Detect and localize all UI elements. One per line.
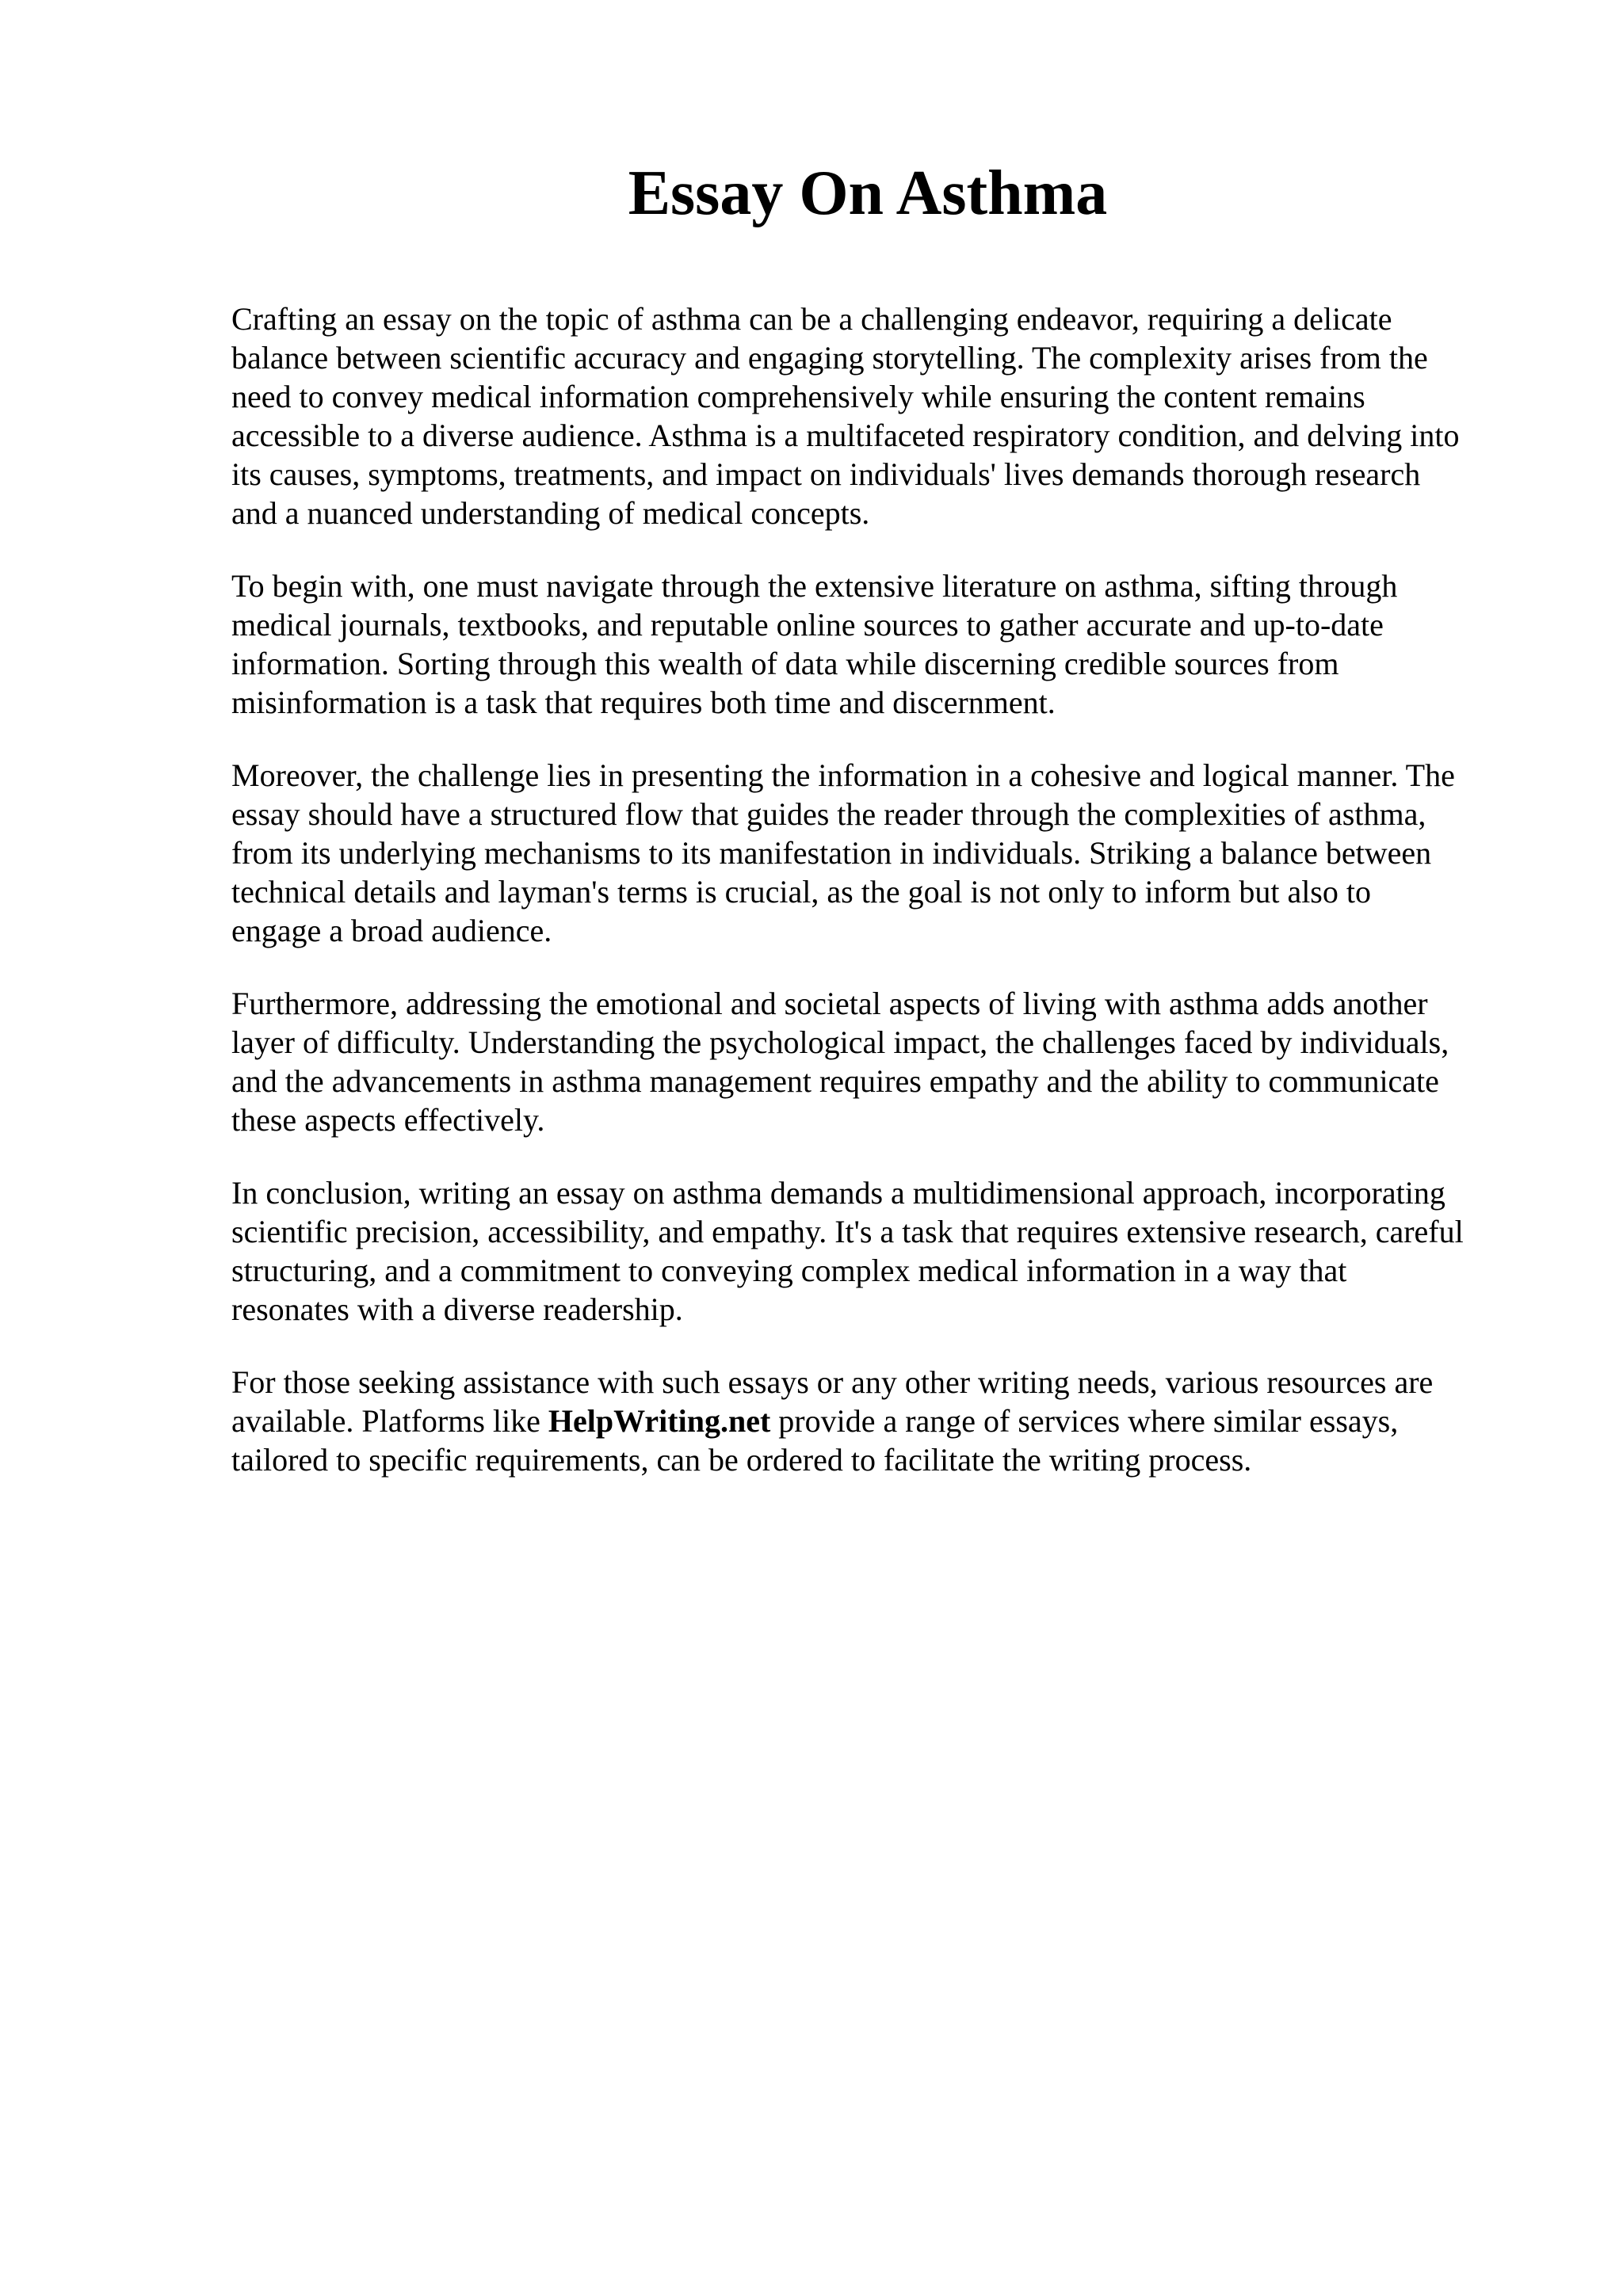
text-segment: provide a range of services where similar essays, — [770, 1403, 1399, 1439]
paragraph-1 — [231, 299, 1531, 532]
paragraph-4 — [231, 984, 1531, 1139]
text-line: Furthermore, addressing the emotional and societal aspects of living with asthma adds another — [231, 986, 1428, 1021]
text-segment: available. Platforms like — [231, 1403, 548, 1439]
essay-body — [231, 299, 1531, 1513]
text-line: layer of difficulty. Understanding the psychological impact, the challenges faced by individuals, — [231, 1024, 1449, 1060]
text-line: Moreover, the challenge lies in presenting the information in a cohesive and logical manner. The — [231, 757, 1455, 793]
text-line: To begin with, one must navigate through the extensive literature on asthma, sifting through — [231, 568, 1398, 604]
text-line: accessible to a diverse audience. Asthma is a multifaceted respiratory condition, and delving into — [231, 418, 1460, 453]
text-line — [231, 1402, 1531, 1440]
text-line: and a nuanced understanding of medical concepts. — [231, 495, 870, 531]
text-line: misinformation is a task that requires both time and discernment. — [231, 685, 1056, 720]
text-line: its causes, symptoms, treatments, and impact on individuals' lives demands thorough research — [231, 456, 1421, 492]
text-line: and the advancements in asthma management requires empathy and the ability to communicate — [231, 1063, 1439, 1099]
text-line: need to convey medical information comprehensively while ensuring the content remains — [231, 379, 1365, 414]
page-title: Essay On Asthma — [628, 158, 1108, 228]
text-line: essay should have a structured flow that guides the reader through the complexities of asthma, — [231, 796, 1426, 832]
text-line: these aspects effectively. — [231, 1102, 545, 1138]
text-line: resonates with a diverse readership. — [231, 1291, 683, 1327]
text-line: medical journals, textbooks, and reputable online sources to gather accurate and up-to-date — [231, 607, 1384, 643]
text-line: For those seeking assistance with such essays or any other writing needs, various resources are — [231, 1364, 1434, 1400]
paragraph-3 — [231, 756, 1531, 950]
paragraph-5 — [231, 1173, 1531, 1329]
text-line: In conclusion, writing an essay on asthma demands a multidimensional approach, incorporating — [231, 1175, 1445, 1211]
text-line: scientific precision, accessibility, and empathy. It's a task that requires extensive research, careful — [231, 1214, 1464, 1249]
helpwriting-link[interactable]: HelpWriting.net — [548, 1403, 771, 1439]
text-line: from its underlying mechanisms to its manifestation in individuals. Striking a balance between — [231, 835, 1432, 871]
text-line: structuring, and a commitment to conveying complex medical information in a way that — [231, 1253, 1347, 1288]
paragraph-6 — [231, 1363, 1531, 1479]
text-line: technical details and layman's terms is crucial, as the goal is not only to inform but also to — [231, 874, 1371, 910]
text-line: engage a broad audience. — [231, 913, 552, 948]
text-line: balance between scientific accuracy and engaging storytelling. The complexity arises from the — [231, 340, 1428, 376]
paragraph-2 — [231, 566, 1531, 722]
text-line: tailored to specific requirements, can be ordered to facilitate the writing process. — [231, 1442, 1252, 1478]
text-line: Crafting an essay on the topic of asthma can be a challenging endeavor, requiring a delicate — [231, 301, 1392, 337]
text-line: information. Sorting through this wealth of data while discerning credible sources from — [231, 646, 1339, 681]
